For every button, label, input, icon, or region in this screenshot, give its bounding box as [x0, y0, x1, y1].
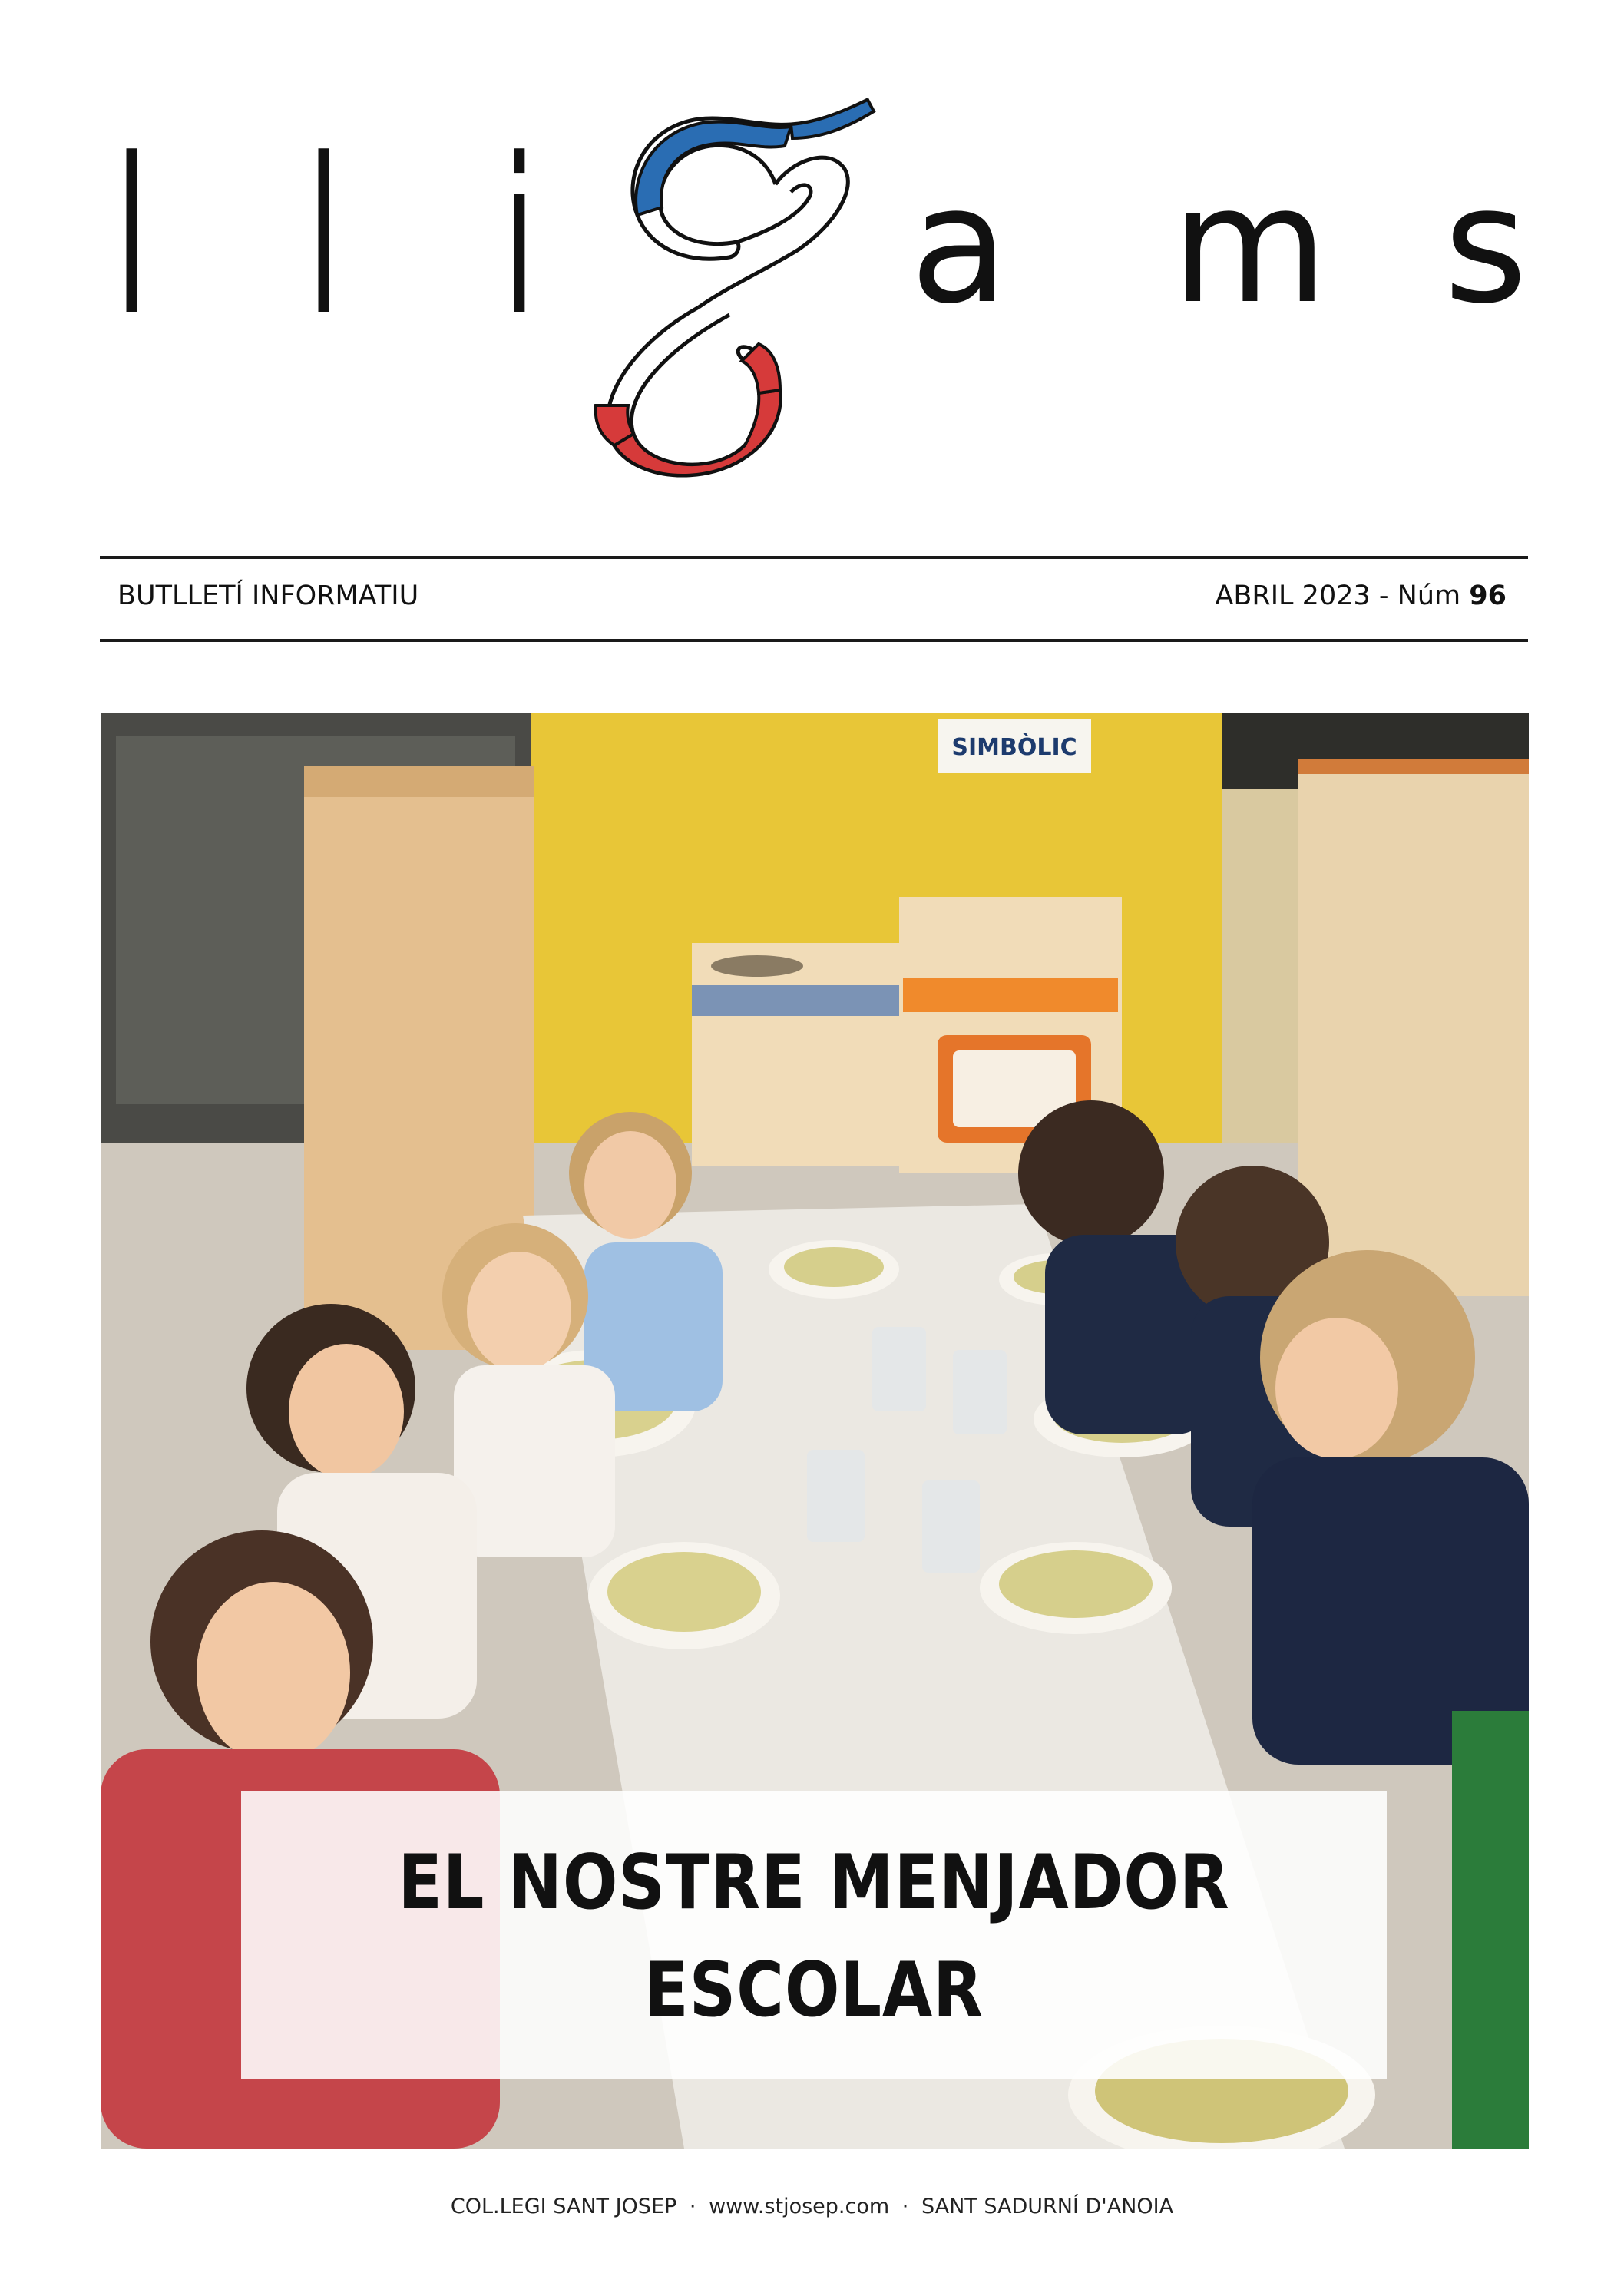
masthead: [0, 0, 1624, 507]
issue-number: 96: [1469, 581, 1507, 611]
masthead-letter-l2: l: [307, 113, 340, 363]
cover-photo: [101, 713, 1529, 2149]
masthead-letter-l1: l: [115, 113, 148, 363]
footer-town: SANT SADURNÍ D'ANOIA: [921, 2195, 1174, 2218]
footer-dot-2: ·: [901, 2195, 909, 2218]
lligams-logo-g: [507, 84, 921, 499]
headline-box: [241, 1791, 1387, 2079]
wall-sign-text: SIMBÒLIC: [951, 734, 1077, 761]
masthead-letter-s: s: [1444, 151, 1528, 339]
headline-line-2: ESCOLAR: [644, 1947, 984, 2034]
issue-info: [1215, 581, 1507, 611]
footer-school: COL.LEGI SANT JOSEP: [450, 2195, 677, 2218]
issue-date: ABRIL 2023: [1215, 581, 1371, 611]
bottom-rule: [100, 639, 1528, 642]
footer-dot-1: ·: [689, 2195, 696, 2218]
top-rule: [100, 556, 1528, 559]
masthead-letter-i: i: [503, 113, 536, 363]
issue-prefix: Núm: [1397, 581, 1461, 611]
masthead-letter-a: a: [910, 151, 1009, 339]
publication-type: BUTLLETÍ INFORMATIU: [117, 581, 419, 611]
issue-separator: -: [1378, 581, 1389, 611]
footer-website-link[interactable]: www.stjosep.com: [709, 2195, 890, 2218]
footer: [0, 2195, 1624, 2218]
masthead-letter-m: m: [1171, 151, 1328, 339]
headline-line-1: EL NOSTRE MENJADOR: [398, 1839, 1230, 1927]
